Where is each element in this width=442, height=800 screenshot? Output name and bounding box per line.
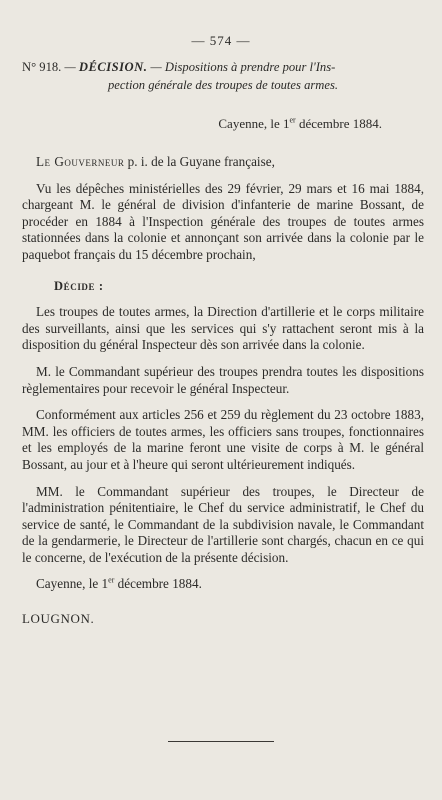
header-dash: — [64, 60, 76, 74]
article-paragraph: Les troupes de toutes armes, la Direction d'artillerie et le corps militaire des surveillants, ainsi que les services qui s'y rattachent seront mis à la disposition du général Inspecteur dès son arrivée dans la colonie. [22, 304, 424, 353]
governor-line [22, 154, 424, 171]
page-number: — 574 — [191, 33, 251, 48]
dateline-place: Cayenne, le 1 [218, 116, 290, 131]
article-paragraph: M. le Commandant supérieur des troupes prendra toutes les dispositions règlementaires pour recevoir le général Inspecteur. [22, 363, 424, 396]
decision-subject-line2: pection générale des troupes de toutes armes. [107, 78, 339, 92]
dateline [218, 116, 382, 132]
decide-label: Décide : [54, 278, 104, 293]
governor-title: Le Gouverneur [36, 154, 125, 169]
article-paragraph: MM. le Commandant supérieur des troupes, le Directeur de l'administration pénitentiaire, le Chef du service administratif, le Chef du service de santé, le Commandant de la subdivision navale, le Commandant de la gendarmerie, le Directeur de l'artillerie sont chargés, chacun en ce qui le concerne, de l'exécution de la présente décision. [22, 483, 424, 565]
governor-rest: p. i. de la Guyane française, [124, 154, 275, 169]
preamble-paragraph: Vu les dépêches ministérielles des 29 février, 29 mars et 16 mai 1884, chargeant M. le général de division d'infanterie de marine Bossant, de procéder en 1884 à l'Inspection générale des troupes de toutes armes stationnées dans la colonie et annonçant son arrivée dans la colonie par le paquebot français du 15 décembre prochain, [22, 180, 424, 262]
closing-date [22, 576, 424, 593]
bottom-divider [168, 741, 274, 742]
closing-date-rest: décembre 1884. [114, 576, 202, 592]
decision-subject-line1: Dispositions à prendre pour l'Ins- [164, 60, 336, 74]
dateline-rest: décembre 1884. [295, 116, 382, 131]
decision-title: DÉCISION. [78, 60, 148, 74]
signature: LOUGNON. [22, 611, 95, 627]
header-dash: — [150, 60, 162, 74]
closing-date-place: Cayenne, le 1 [36, 576, 109, 592]
dateline-sup: er [289, 115, 296, 125]
decision-body [22, 144, 424, 628]
article-paragraph: Conformément aux articles 256 et 259 du règlement du 23 octobre 1883, MM. les officiers de toutes armes, les officiers sans troupes, fonctionnaires et les employés de la marine feront une visite de corps à M. le général Bossant, au jour et à l'heure qui seront ultérieurement indiqués. [22, 407, 424, 472]
closing-date-sup: er [108, 576, 115, 586]
decision-header [22, 58, 424, 94]
decision-number: N° 918. [22, 60, 62, 74]
